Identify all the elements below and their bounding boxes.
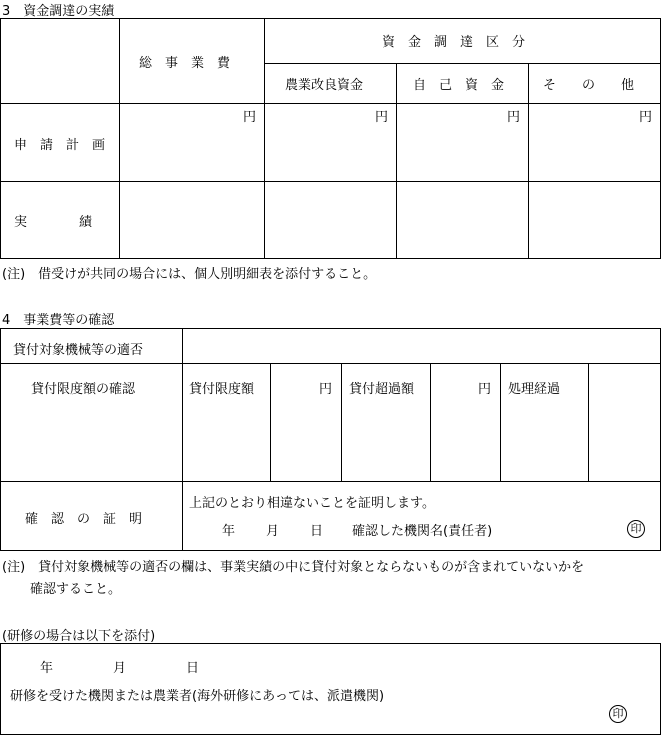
column-header-other: そ の 他 xyxy=(543,78,635,93)
training-date-month: 月 xyxy=(113,661,127,676)
row-label-plan: 申 請 計 画 xyxy=(14,138,106,153)
table-divider xyxy=(0,103,661,104)
training-seal-mark: 印 xyxy=(609,705,627,723)
process-label: 処理経過 xyxy=(508,382,561,397)
column-header-own-funds: 自 己 資 金 xyxy=(413,78,505,93)
table-divider xyxy=(528,63,529,259)
column-header-improvement-fund: 農業改良資金 xyxy=(285,78,364,93)
table-divider xyxy=(0,481,661,482)
training-date-year: 年 xyxy=(40,661,54,676)
yen-unit: 円 xyxy=(243,110,257,125)
training-institution-text: 研修を受けた機関または農業者(海外研修にあっては、派遣機関) xyxy=(10,689,385,704)
table-divider xyxy=(0,181,661,182)
certifier-label: 確認した機関名(責任者) xyxy=(352,524,493,539)
section3-heading: 3 資金調達の実績 xyxy=(2,4,115,19)
date-day: 日 xyxy=(310,524,324,539)
section4-heading: 4 事業費等の確認 xyxy=(2,313,115,328)
yen-unit: 円 xyxy=(319,382,333,397)
funding-category-header: 資 金 調 達 区 分 xyxy=(382,35,526,50)
date-year: 年 xyxy=(222,524,236,539)
yen-unit: 円 xyxy=(375,110,389,125)
excess-amount-label: 貸付超過額 xyxy=(349,382,415,397)
table-divider xyxy=(341,363,342,481)
section4-note-line2: 確認すること。 xyxy=(30,582,122,597)
yen-unit: 円 xyxy=(639,110,653,125)
section4-note-line1: (注) 貸付対象機械等の適否の欄は、事業実績の中に貸付対象とならないものが含まれていないかを xyxy=(2,560,585,575)
date-month: 月 xyxy=(266,524,280,539)
row-label-actual: 実 績 xyxy=(14,215,93,230)
training-heading: (研修の場合は以下を添付) xyxy=(2,629,156,644)
limit-confirm-label: 貸付限度額の確認 xyxy=(31,382,136,397)
table-divider xyxy=(0,363,661,364)
table-divider xyxy=(396,63,397,259)
table-divider xyxy=(264,18,265,259)
total-cost-header: 総 事 業 費 xyxy=(139,56,231,71)
table-divider xyxy=(264,63,661,64)
seal-mark: 印 xyxy=(627,520,645,538)
table-divider xyxy=(119,18,120,259)
table-divider xyxy=(270,363,271,481)
table-divider xyxy=(500,363,501,481)
eligibility-label: 貸付対象機械等の適否 xyxy=(13,343,144,358)
training-date-day: 日 xyxy=(186,661,200,676)
table-divider xyxy=(588,363,589,481)
table-divider xyxy=(430,363,431,481)
certification-text: 上記のとおり相違ないことを証明します。 xyxy=(189,496,435,511)
section3-note: (注) 借受けが共同の場合には、個人別明細表を添付すること。 xyxy=(2,267,377,282)
table-divider xyxy=(182,328,183,551)
yen-unit: 円 xyxy=(478,382,492,397)
certification-label: 確 認 の 証 明 xyxy=(25,512,143,527)
limit-amount-label: 貸付限度額 xyxy=(189,382,255,397)
yen-unit: 円 xyxy=(507,110,521,125)
